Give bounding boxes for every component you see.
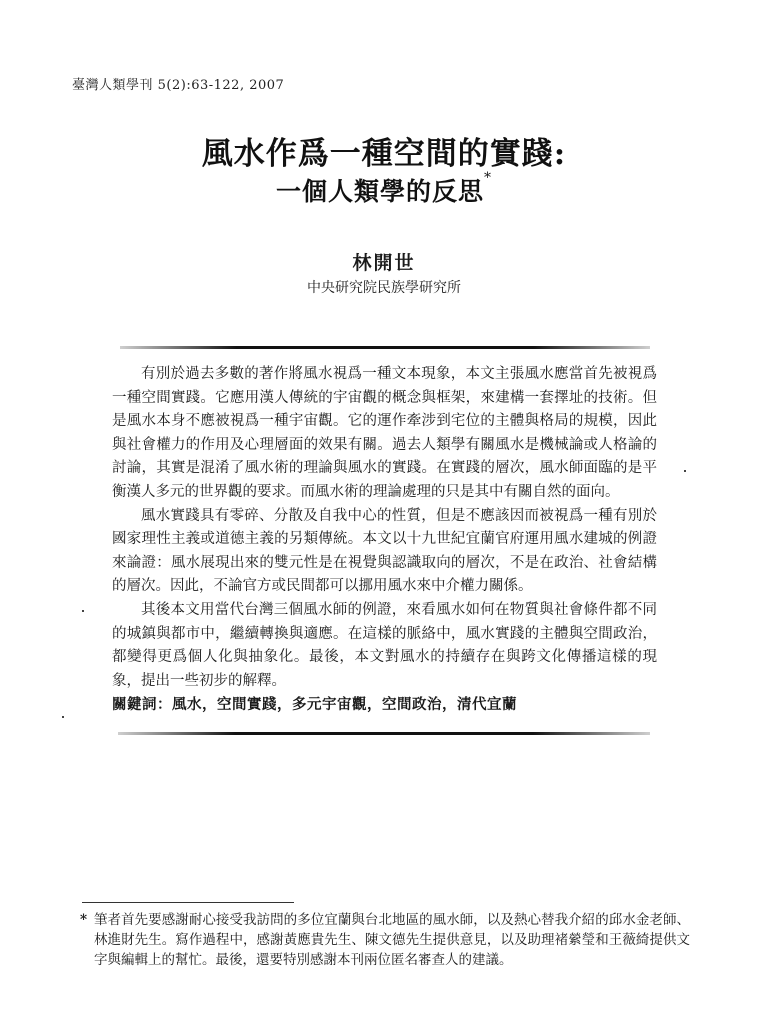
scan-speck	[62, 716, 64, 718]
author-name: 林開世	[352, 252, 416, 274]
abstract-paragraph: 有別於過去多數的著作將風水視爲一種文本現象，本文主張風水應當首先被視爲一種空間實踐。它應用漢人傳統的宇宙觀的概念與框架，來建構一套擇址的技術。但是風水本身不應被視爲一種宇宙觀。它的運作牽涉到宅位的主體與格局的規模，因此與社會權力的作用及心理層面的效果有關。過去人類學有關風水是機械論或人格論的討論，其實是混淆了風水術的理論與風水的實踐。在實踐的層次，風水師面臨的是平衡漢人多元的世界觀的要求。而風水術的理論處理的只是其中有關自然的面向。	[112, 366, 657, 500]
scan-speck	[82, 610, 84, 612]
paper-title: 風水作爲一種空間的實踐:	[201, 136, 567, 172]
abstract	[112, 363, 657, 693]
keywords: 關鍵詞：風水，空間實踐，多元宇宙觀，空間政治，清代宜蘭	[112, 696, 517, 713]
footnote-text: 筆者首先要感謝耐心接受我訪問的多位宜蘭與台北地區的風水師，以及熱心替我介紹的邱水金老師、林進財先生。寫作過程中，感謝黃應貴先生、陳文德先生提供意見，以及助理褚縈瑩和王薇綺提供文字與編輯上的幫忙。最後，還要特別感謝本刊兩位匿名審查人的建議。	[94, 912, 690, 968]
abstract-bottom-rule	[118, 732, 650, 735]
footnote-marker: *	[484, 170, 492, 186]
paper-subtitle	[0, 172, 768, 208]
footnote-mark: *	[80, 912, 88, 928]
abstract-top-rule	[120, 346, 650, 349]
scan-speck	[684, 470, 686, 472]
footnote-rule	[82, 902, 294, 903]
footnote	[80, 910, 690, 970]
abstract-paragraph: 其後本文用當代台灣三個風水師的例證，來看風水如何在物質與社會條件都不同的城鎮與都市中，繼續轉換與適應。在這樣的脈絡中，風水實踐的主體與空間政治，都變得更爲個人化與抽象化。最後，本文對風水的持續存在與跨文化傳播這樣的現象，提出一些初步的解釋。	[112, 601, 657, 689]
subtitle-text: 一個人類學的反思	[275, 177, 484, 206]
abstract-paragraph: 風水實踐具有零碎、分散及自我中心的性質，但是不應該因而被視爲一種有別於國家理性主義或道德主義的另類傳統。本文以十九世紀宜蘭官府運用風水建城的例證來論證：風水展現出來的雙元性是在視覺與認識取向的層次，不是在政治、社會結構的層次。因此，不論官方或民間都可以挪用風水來中介權力關係。	[112, 507, 657, 595]
journal-citation: 臺灣人類學刊 5(2):63-122, 2007	[72, 78, 285, 93]
author-affiliation: 中央研究院民族學研究所	[307, 280, 461, 296]
